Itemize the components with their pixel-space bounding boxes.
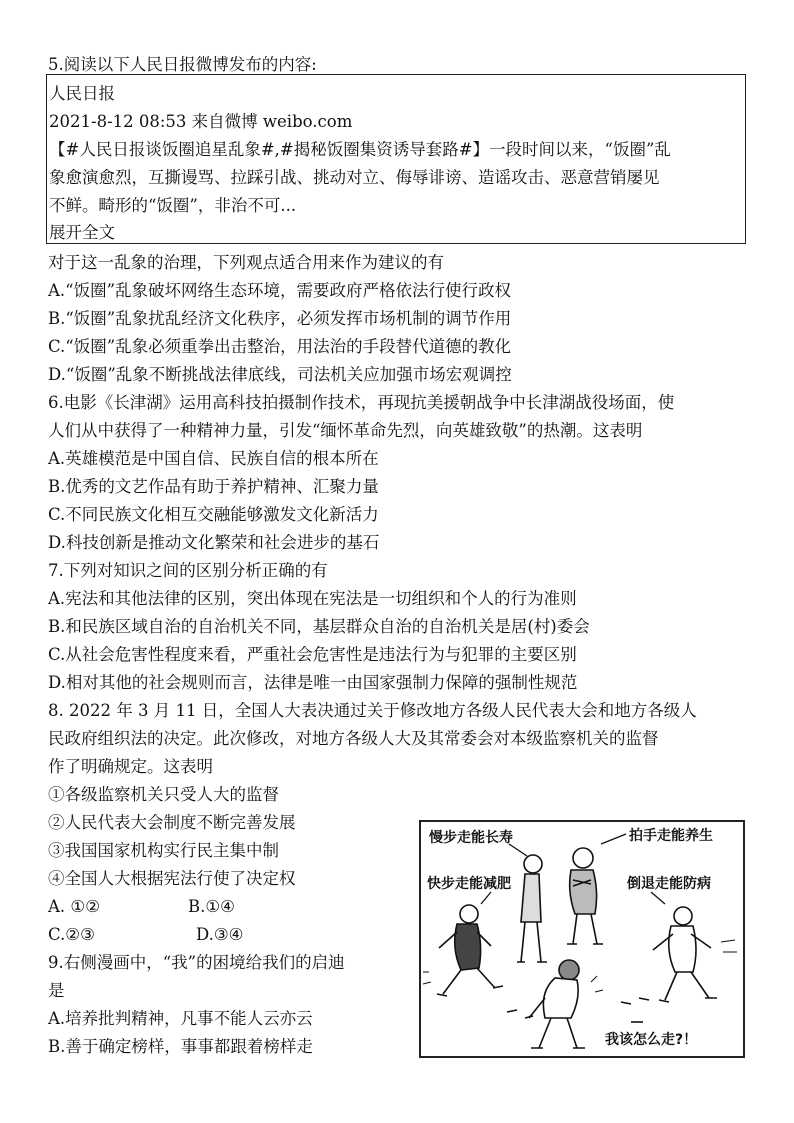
figure-fast-walker [423, 905, 503, 996]
figure-confused-me [529, 960, 603, 1048]
q8-stem-line-2: 民政府组织法的决定。此次修改，对地方各级人大及其常委会对本级监察机关的监督 [48, 729, 659, 748]
q7-option-c: C.从社会危害性程度来看，严重社会危害性是违法行为与犯罪的主要区别 [48, 645, 577, 664]
q7-option-a: A.宪法和其他法律的区别，突出体现在宪法是一切组织和个人的行为准则 [48, 589, 577, 608]
q6-option-c: C.不同民族文化相互交融能够激发文化新活力 [48, 505, 379, 524]
cartoon-caption-me: 我该怎么走?！ [605, 1032, 698, 1048]
q5-option-d: D.“饭圈”乱象不断挑战法律底线，司法机关应加强市场宏观调控 [48, 365, 512, 384]
q5-option-a: A.“饭圈”乱象破坏网络生态环境，需要政府严格依法行使行政权 [48, 281, 512, 300]
q8-item-1: ①各级监察机关只受人大的监督 [48, 785, 279, 804]
cartoon-caption-backward-walk: 倒退走能防病 [627, 876, 711, 892]
cartoon-caption-clap-walk: 拍手走能养生 [629, 828, 713, 844]
q9-stem-line-2: 是 [48, 981, 65, 1000]
q6-option-b: B.优秀的文艺作品有助于养护精神、汇聚力量 [48, 477, 379, 496]
q5-stem: 5.阅读以下人民日报微博发布的内容: [48, 55, 317, 74]
figure-backward-walker [653, 907, 737, 1002]
q8-item-2: ②人民代表大会制度不断完善发展 [48, 813, 296, 832]
q7-option-b: B.和民族区域自治的自治机关不同，基层群众自治的自治机关是居(村)委会 [48, 617, 590, 636]
q8-item-4: ④全国人大根据宪法行使了决定权 [48, 869, 296, 888]
q5-option-c: C.“饭圈”乱象必须重拳出击整治，用法治的手段替代道德的教化 [48, 337, 512, 356]
q6-option-a: A.英雄模范是中国自信、民族自信的根本所在 [48, 449, 379, 468]
cartoon-illustration [421, 822, 743, 1056]
figure-clapping-walker [567, 848, 603, 944]
q5-option-b: B.“饭圈”乱象扰乱经济文化秩序，必须发挥市场机制的调节作用 [48, 309, 512, 328]
weibo-post-box [46, 74, 746, 244]
q7-option-d: D.相对其他的社会规则而言，法律是唯一由国家强制力保障的强制性规范 [48, 673, 578, 692]
q8-option-d: D.③④ [196, 925, 244, 944]
weibo-meta: 2021-8-12 08:53 来自微博 weibo.com [49, 112, 353, 131]
weibo-text-line-3: 不鲜。畸形的“饭圈”，非治不可... [49, 196, 297, 215]
q6-option-d: D.科技创新是推动文化繁荣和社会进步的基石 [48, 533, 380, 552]
q8-option-c: C.②③ [48, 925, 95, 944]
q8-stem-line-1: 8. 2022 年 3 月 11 日，全国人大表决通过关于修改地方各级人民代表大会和地方各级人 [48, 701, 697, 720]
cartoon-walking-advice [419, 820, 745, 1058]
weibo-source: 人民日报 [49, 84, 115, 103]
q9-stem-line-1: 9.右侧漫画中，“我”的困境给我们的启迪 [48, 953, 345, 972]
weibo-text-line-1: 【#人民日报谈饭圈追星乱象#,#揭秘饭圈集资诱导套路#】一段时间以来，“饭圈”乱 [49, 140, 671, 159]
q9-option-a: A.培养批判精神，凡事不能人云亦云 [48, 1009, 313, 1028]
weibo-expand-link[interactable]: 展开全文 [49, 223, 115, 242]
cartoon-caption-slow-walk: 慢步走能长寿 [429, 830, 513, 846]
q6-stem-line-1: 6.电影《长津湖》运用高科技拍摄制作技术，再现抗美援朝战争中长津湖战役场面，使 [48, 393, 675, 412]
cartoon-caption-fast-walk: 快步走能减肥 [427, 876, 511, 892]
q8-item-3: ③我国国家机构实行民主集中制 [48, 841, 279, 860]
q9-option-b: B.善于确定榜样，事事都跟着榜样走 [48, 1037, 313, 1056]
q5-question: 对于这一乱象的治理，下列观点适合用来作为建议的有 [48, 253, 444, 272]
q8-option-a: A. ①② [48, 897, 100, 916]
q8-option-b: B.①④ [188, 897, 235, 916]
figure-slow-walker [517, 855, 547, 962]
q7-stem: 7.下列对知识之间的区别分析正确的有 [48, 561, 328, 580]
q8-stem-line-3: 作了明确规定。这表明 [48, 757, 213, 776]
weibo-text-line-2: 象愈演愈烈，互撕谩骂、拉踩引战、挑动对立、侮辱诽谤、造谣攻击、恶意营销屡见 [49, 168, 660, 187]
q6-stem-line-2: 人们从中获得了一种精神力量，引发“缅怀革命先烈，向英雄致敬”的热潮。这表明 [48, 421, 643, 440]
